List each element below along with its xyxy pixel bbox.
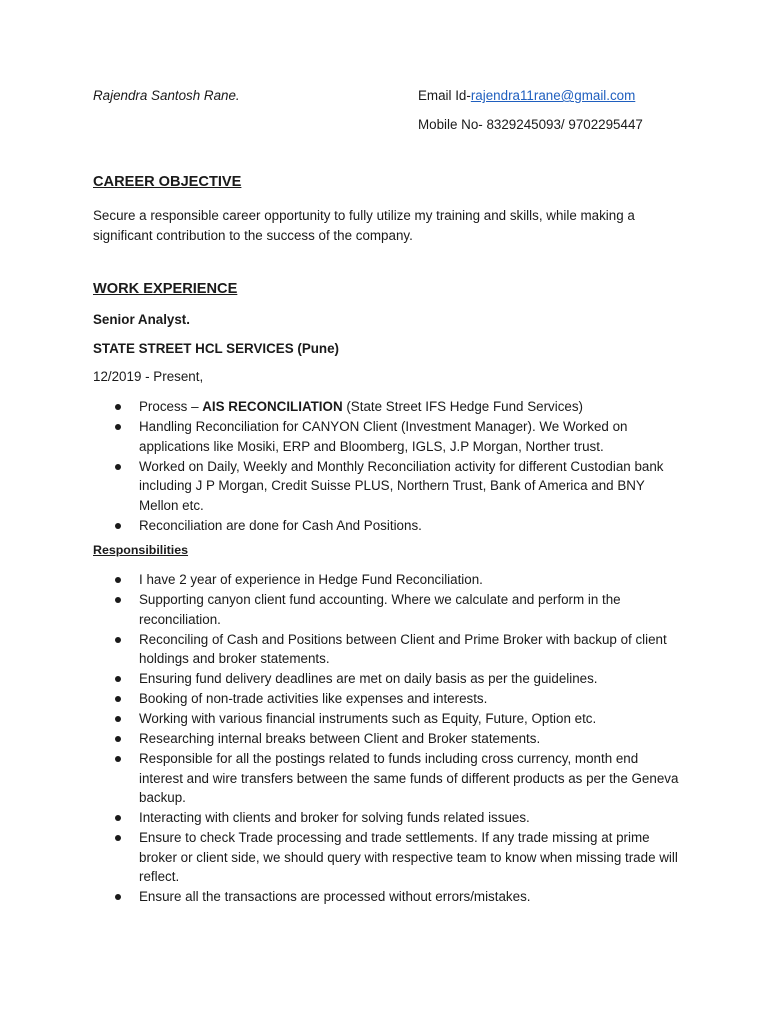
process-prefix: Process –: [139, 399, 203, 414]
list-item-text: Worked on Daily, Weekly and Monthly Reconciliation activity for different Custodian bank including J P Morgan, Credit Suisse PLUS, Northern Trust, Bank of America and BNY Mellon etc.: [139, 458, 664, 513]
bullet-icon: [115, 815, 121, 821]
bullet-icon: [115, 424, 121, 430]
list-item: [93, 417, 683, 456]
bullet-icon: [115, 676, 121, 682]
list-item-text: Ensure all the transactions are processed without errors/mistakes.: [139, 889, 531, 904]
list-item-text: I have 2 year of experience in Hedge Fund Reconciliation.: [139, 572, 483, 587]
list-item: [93, 808, 683, 828]
email-label: Email Id-: [418, 88, 471, 103]
list-item-text: Ensuring fund delivery deadlines are met on daily basis as per the guidelines.: [139, 671, 598, 686]
list-item: [93, 669, 683, 689]
experience-list: [93, 397, 683, 536]
bullet-icon: [115, 894, 121, 900]
list-item: [93, 749, 683, 808]
mobile-line: Mobile No- 8329245093/ 9702295447: [418, 117, 643, 132]
bullet-icon: [115, 835, 121, 841]
bullet-icon: [115, 464, 121, 470]
bullet-icon: [115, 577, 121, 583]
career-objective-heading: CAREER OBJECTIVE: [93, 174, 242, 190]
list-item: [93, 729, 683, 749]
list-item-text: Reconciling of Cash and Positions between Client and Prime Broker with backup of client holdings and broker statements.: [139, 631, 667, 666]
bullet-icon: [115, 716, 121, 722]
work-experience-heading: WORK EXPERIENCE: [93, 281, 238, 297]
list-item-text: Reconciliation are done for Cash And Positions.: [139, 517, 422, 533]
bullet-icon: [115, 756, 121, 762]
list-item: [93, 590, 683, 629]
candidate-name: Rajendra Santosh Rane.: [93, 88, 240, 103]
list-item: [93, 570, 683, 590]
bullet-icon: [115, 736, 121, 742]
list-item-text: Researching internal breaks between Client and Broker statements.: [139, 731, 541, 746]
list-item: [93, 457, 683, 516]
career-objective-text: Secure a responsible career opportunity to fully utilize my training and skills, while making a significant contribution to the success of the company.: [93, 208, 635, 243]
list-item-text: Supporting canyon client fund accounting. Where we calculate and perform in the reconciliation.: [139, 592, 621, 627]
list-item: [93, 516, 683, 536]
list-item-text: Responsible for all the postings related to funds including cross currency, month end interest and wire transfers between the same funds of different products as per the Geneva backup.: [139, 751, 679, 805]
employment-period: 12/2019 - Present,: [93, 369, 204, 384]
list-item: [93, 689, 683, 709]
email-line: [418, 88, 635, 103]
responsibilities-heading: Responsibilities: [93, 543, 189, 557]
list-item-text: Working with various financial instruments such as Equity, Future, Option etc.: [139, 711, 597, 726]
list-item-text: Ensure to check Trade processing and trade settlements. If any trade missing at prime broker or client side, we should query with respective team to know when missing trade will reflect.: [139, 830, 678, 884]
email-link[interactable]: rajendra11rane@gmail.com: [470, 88, 636, 103]
list-item: [93, 630, 683, 669]
bullet-icon: [115, 637, 121, 643]
list-item-text: Booking of non-trade activities like expenses and interests.: [139, 691, 488, 706]
process-name: AIS RECONCILIATION: [202, 399, 343, 414]
job-role: Senior Analyst.: [93, 312, 190, 327]
process-suffix: (State Street IFS Hedge Fund Services): [342, 399, 584, 414]
company-name: STATE STREET HCL SERVICES (Pune): [93, 341, 340, 356]
bullet-icon: [115, 696, 121, 702]
list-item: [93, 709, 683, 729]
list-item: [93, 887, 683, 907]
bullet-icon: [115, 523, 121, 529]
list-item: [93, 397, 683, 417]
responsibilities-list: [93, 570, 683, 907]
bullet-icon: [115, 597, 121, 603]
list-item: [93, 828, 683, 887]
list-item-text: Handling Reconciliation for CANYON Client (Investment Manager). We Worked on applications like Mosiki, ERP and Bloomberg, IGLS, J.P Morgan, Norther trust.: [139, 419, 628, 454]
list-item-text: Interacting with clients and broker for solving funds related issues.: [139, 810, 530, 825]
bullet-icon: [115, 404, 121, 410]
